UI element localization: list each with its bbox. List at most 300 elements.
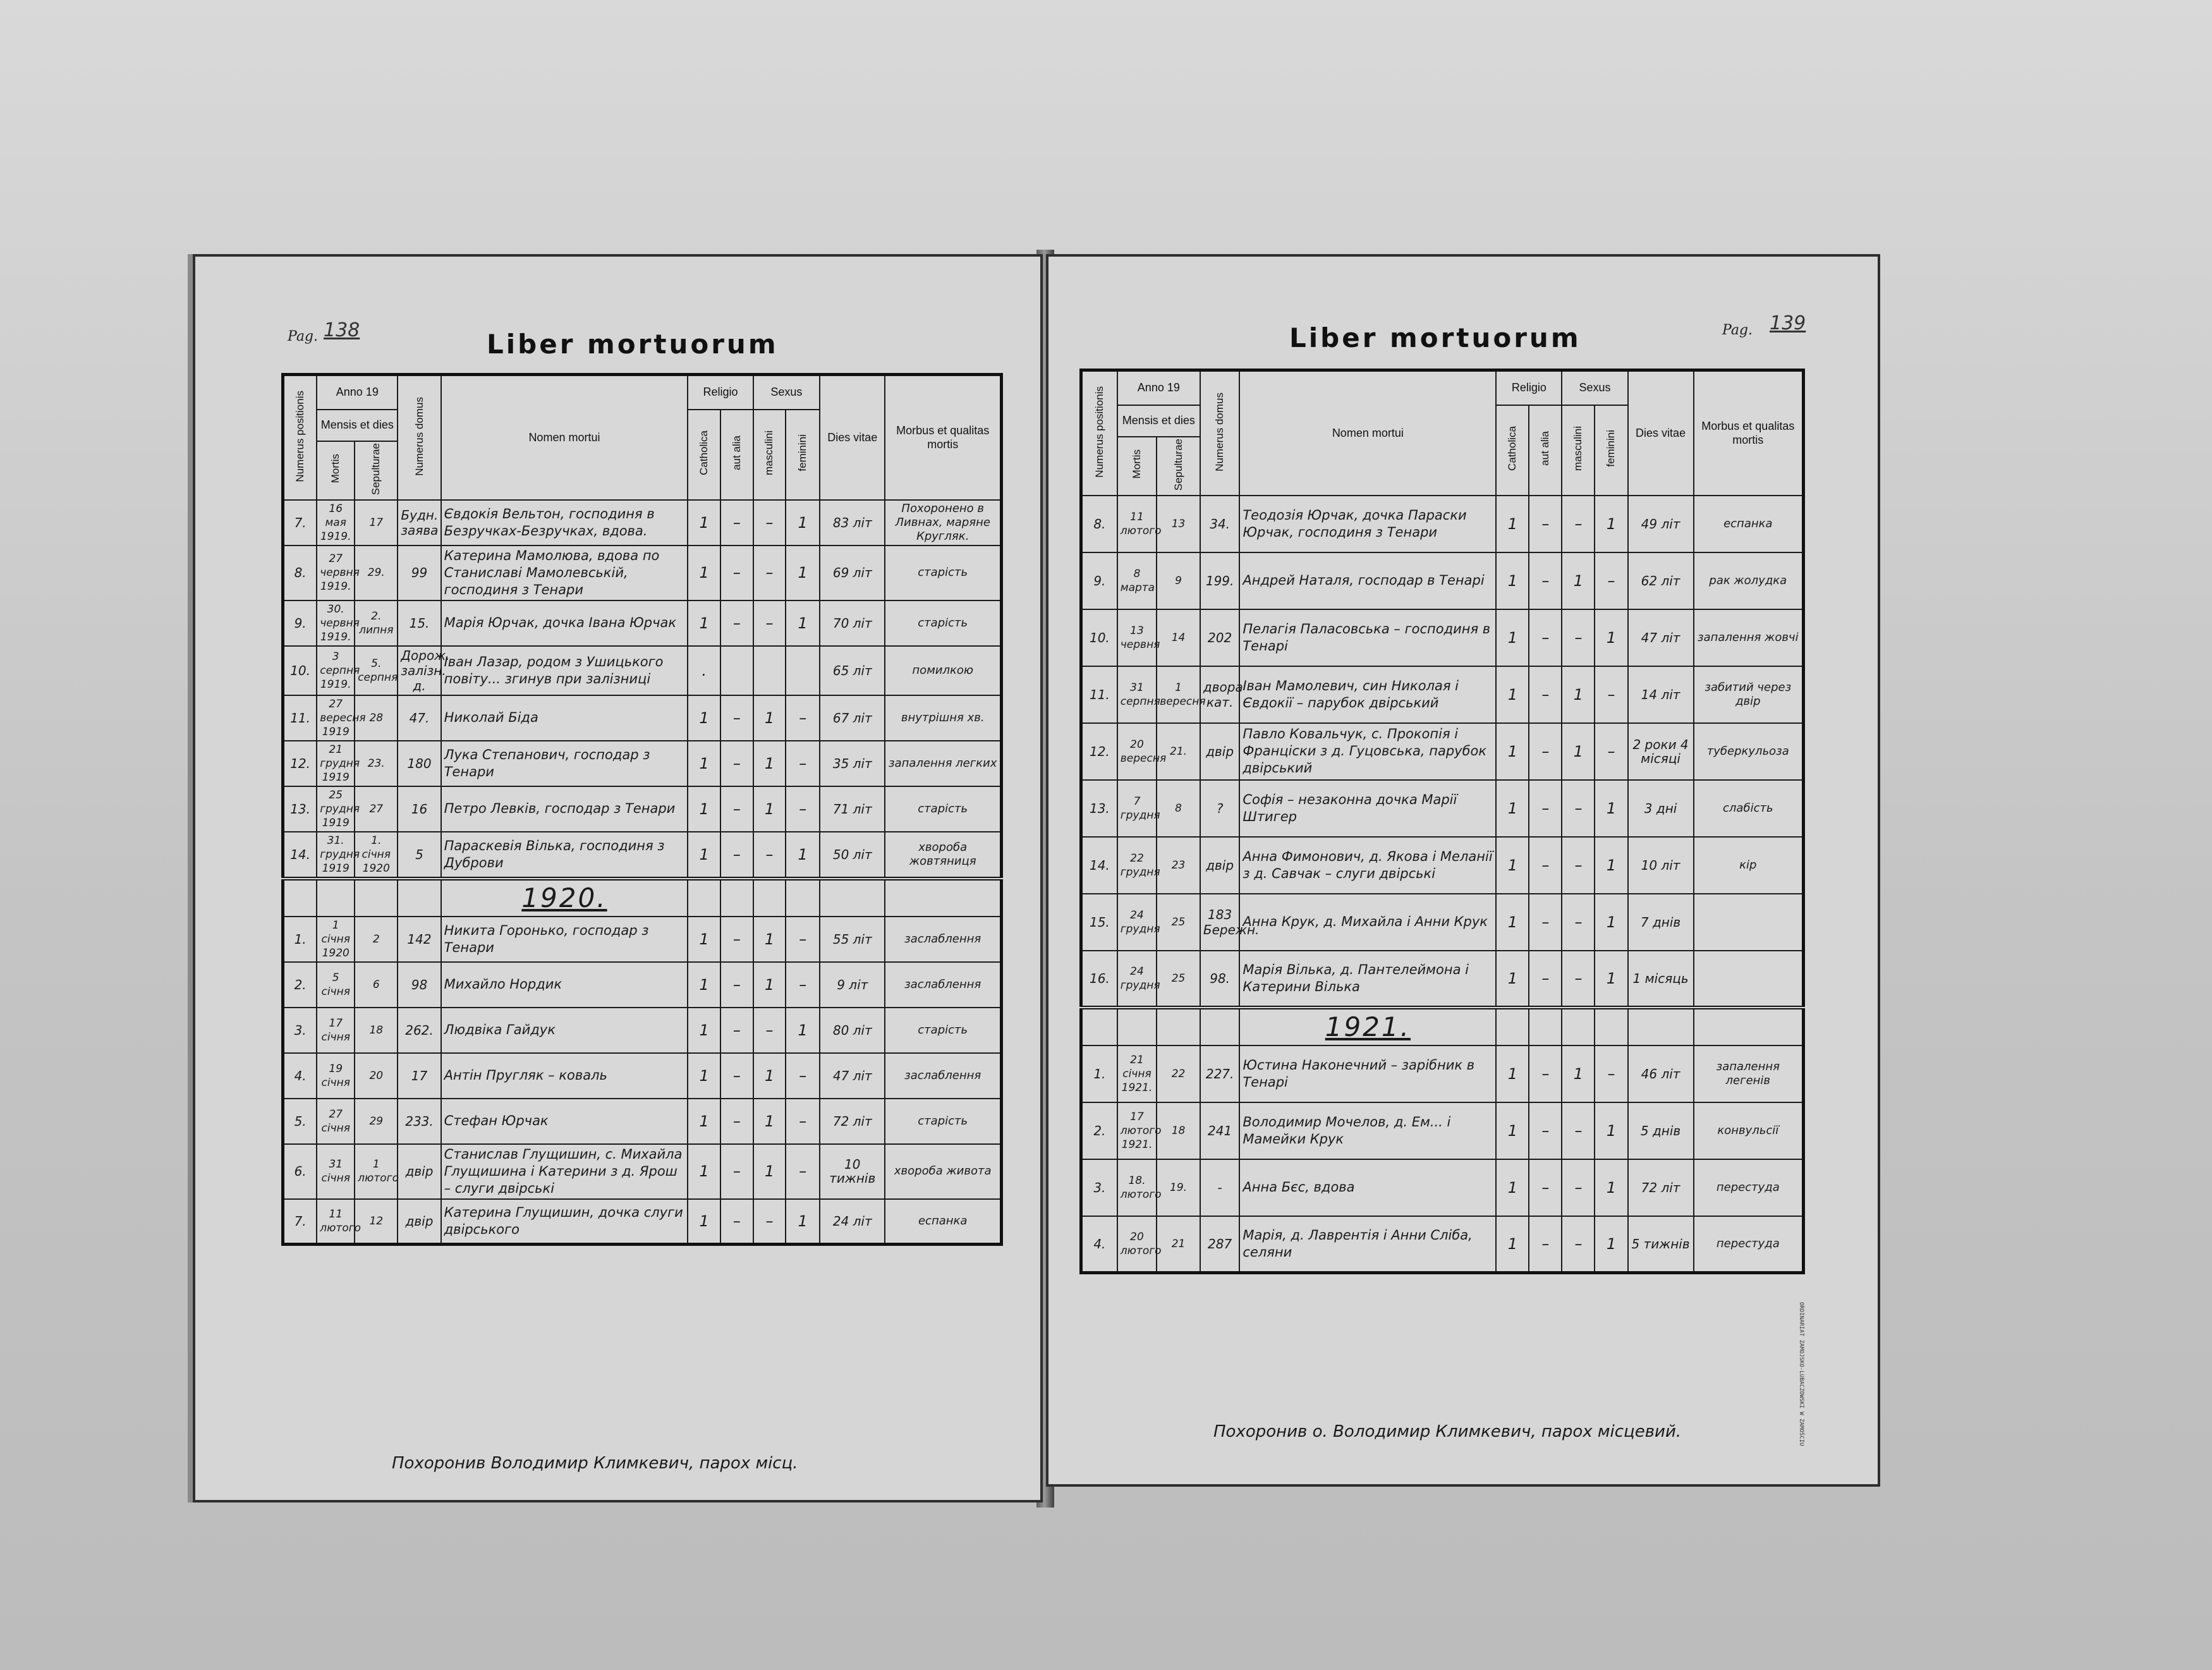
cell-masc: 1 xyxy=(753,962,786,1008)
table-row xyxy=(1081,723,1804,780)
cell-mortis: 27 червня 1919. xyxy=(317,545,355,600)
cell-domus: 142 xyxy=(398,917,441,962)
cell-morbus: туберкульоза xyxy=(1694,723,1804,780)
table-row xyxy=(1081,609,1804,666)
hdr-mortis: Mortis xyxy=(329,454,342,484)
cell-fem: – xyxy=(786,741,820,786)
cell-masc: 1 xyxy=(753,1144,786,1199)
table-row xyxy=(283,695,1002,741)
cell-fem: – xyxy=(786,962,820,1008)
cell-name: Анна Фимонович, д. Якова і Меланії з д. Савчак – слуги двірські xyxy=(1239,837,1496,894)
cell-fem: 1 xyxy=(786,1199,820,1245)
cell-domus: 227. xyxy=(1200,1045,1239,1102)
cell-sep: 23 xyxy=(1157,837,1200,894)
hdr-mensis-et-dies-r: Mensis et dies xyxy=(1117,405,1200,437)
cell-domus: 17 xyxy=(398,1053,441,1099)
cell-mortis: 17 лютого 1921. xyxy=(1117,1102,1157,1159)
cell-cath: 1 xyxy=(1496,951,1529,1008)
cell-morbus xyxy=(1694,951,1804,1008)
cell-mortis: 21 грудня 1919 xyxy=(317,741,355,786)
cell-domus: 233. xyxy=(398,1099,441,1144)
cell-sep: 25 xyxy=(1157,951,1200,1008)
cell-cath: 1 xyxy=(688,600,720,646)
cell-name: Юстина Наконечний – зарібник в Тенарі xyxy=(1239,1045,1496,1102)
table-row xyxy=(1081,666,1804,723)
cell-name: Михайло Нордик xyxy=(441,962,688,1008)
cell-sep: 18 xyxy=(1157,1102,1200,1159)
cell-mortis: 22 грудня xyxy=(1117,837,1157,894)
cell-no: 10. xyxy=(283,646,317,695)
cell-cath: 1 xyxy=(1496,1216,1529,1273)
hdr-dies-vitae: Dies vitae xyxy=(820,375,885,500)
year-heading: 1921. xyxy=(1325,1011,1411,1043)
cell-fem: – xyxy=(1595,1045,1627,1102)
cell-cath: 1 xyxy=(688,1199,720,1245)
cell-cath: 1 xyxy=(1496,723,1529,780)
cell-cath: 1 xyxy=(688,545,720,600)
cell-no: 4. xyxy=(1081,1216,1117,1273)
cell-sep: 21. xyxy=(1157,723,1200,780)
cell-no: 5. xyxy=(283,1099,317,1144)
cell-fem: – xyxy=(786,917,820,962)
table-row xyxy=(1081,1216,1804,1273)
cell-name: Євдокія Вельтон, господиня в Безручках-Безручках, вдова. xyxy=(441,500,688,545)
cell-dies: 62 літ xyxy=(1628,552,1694,609)
hdr-nomen-mortui-r: Nomen mortui xyxy=(1239,370,1496,496)
table-row xyxy=(283,741,1002,786)
cell-no: 13. xyxy=(283,786,317,832)
cell-mortis: 18. лютого xyxy=(1117,1159,1157,1216)
cell-domus: двір xyxy=(1200,723,1239,780)
cell-alia: – xyxy=(720,962,753,1008)
table-row xyxy=(283,1053,1002,1099)
cell-alia: – xyxy=(1529,1045,1562,1102)
cell-masc: 1 xyxy=(753,917,786,962)
cell-alia: – xyxy=(720,786,753,832)
cell-name: Павло Ковальчук, с. Прокопія і Франціски з д. Гуцовська, парубок двірський xyxy=(1239,723,1496,780)
table-row xyxy=(283,917,1002,962)
footer-note-right: Похоронив о. Володимир Климкевич, парох місцевий. xyxy=(1213,1422,1682,1441)
cell-dies: 69 літ xyxy=(820,545,885,600)
table-row xyxy=(1081,837,1804,894)
book-title-right: Liber mortuorum xyxy=(1289,322,1581,353)
cell-name: Софія – незаконна дочка Марії Штигер xyxy=(1239,780,1496,837)
cell-fem: 1 xyxy=(1595,894,1627,951)
cell-cath: 1 xyxy=(1496,837,1529,894)
cell-fem: – xyxy=(1595,723,1627,780)
cell-cath: 1 xyxy=(1496,1045,1529,1102)
cell-fem: 1 xyxy=(1595,951,1627,1008)
cell-no: 3. xyxy=(1081,1159,1117,1216)
cell-masc: 1 xyxy=(753,786,786,832)
hdr-aut-alia-r: aut alia xyxy=(1539,431,1552,466)
cell-domus: 34. xyxy=(1200,496,1239,552)
cell-domus: 287 xyxy=(1200,1216,1239,1273)
cell-dies: 14 літ xyxy=(1628,666,1694,723)
cell-morbus: перестуда xyxy=(1694,1159,1804,1216)
cell-cath: 1 xyxy=(1496,666,1529,723)
cell-cath: 1 xyxy=(688,1008,720,1053)
cell-dies: 1 місяць xyxy=(1628,951,1694,1008)
hdr-catholica-r: Catholica xyxy=(1506,426,1519,472)
cell-no: 11. xyxy=(1081,666,1117,723)
cell-mortis: 21 січня 1921. xyxy=(1117,1045,1157,1102)
cell-no: 8. xyxy=(1081,496,1117,552)
cell-no: 2. xyxy=(283,962,317,1008)
pag-label-left: Pag. xyxy=(288,329,319,344)
cell-morbus: кір xyxy=(1694,837,1804,894)
cell-dies: 80 літ xyxy=(820,1008,885,1053)
cell-no: 14. xyxy=(1081,837,1117,894)
cell-fem: 1 xyxy=(1595,837,1627,894)
cell-domus: ? xyxy=(1200,780,1239,837)
cell-domus: 47. xyxy=(398,695,441,741)
cell-alia: – xyxy=(720,1099,753,1144)
cell-masc: 1 xyxy=(753,695,786,741)
cell-alia: – xyxy=(720,832,753,879)
cell-dies: 47 літ xyxy=(820,1053,885,1099)
book-title-left: Liber mortuorum xyxy=(487,329,779,360)
cell-domus: 202 xyxy=(1200,609,1239,666)
cell-name: Станислав Глущишин, с. Михайла Глущишина і Катерини з д. Ярош – слуги двірські xyxy=(441,1144,688,1199)
cell-domus: 98 xyxy=(398,962,441,1008)
cell-masc: 1 xyxy=(1562,552,1595,609)
table-row xyxy=(1081,951,1804,1008)
cell-mortis: 31 січня xyxy=(317,1144,355,1199)
cell-sep: 19. xyxy=(1157,1159,1200,1216)
cell-mortis: 30. червня 1919. xyxy=(317,600,355,646)
cell-mortis: 27 вересня 1919 xyxy=(317,695,355,741)
cell-dies: 83 літ xyxy=(820,500,885,545)
cell-sep: 20 xyxy=(355,1053,398,1099)
cell-mortis: 24 грудня xyxy=(1117,951,1157,1008)
table-row xyxy=(283,1144,1002,1199)
cell-morbus: Похоронено в Ливнах, маряне Кругляк. xyxy=(885,500,1001,545)
cell-name: Андрей Наталя, господар в Тенарі xyxy=(1239,552,1496,609)
cell-morbus: перестуда xyxy=(1694,1216,1804,1273)
cell-fem: 1 xyxy=(786,600,820,646)
hdr-morbus: Morbus et qualitas mortis xyxy=(885,375,1001,500)
cell-no: 13. xyxy=(1081,780,1117,837)
cell-fem: – xyxy=(786,786,820,832)
hdr-dies-vitae-r: Dies vitae xyxy=(1628,370,1694,496)
cell-no: 14. xyxy=(283,832,317,879)
cell-masc: – xyxy=(753,545,786,600)
hdr-numerus-positionis: Numerus positionis xyxy=(294,390,307,482)
cell-domus: 98. xyxy=(1200,951,1239,1008)
cell-dies: 5 тижнів xyxy=(1628,1216,1694,1273)
cell-dies: 71 літ xyxy=(820,786,885,832)
cell-dies: 9 літ xyxy=(820,962,885,1008)
side-stamp: ORDINARIAT ZAMOJSKO-LUBACZOWSKI W ZAMOŚCIU xyxy=(1798,1302,1804,1446)
cell-dies: 50 літ xyxy=(820,832,885,879)
cell-mortis: 20 лютого xyxy=(1117,1216,1157,1273)
hdr-masculini: masculini xyxy=(763,430,775,476)
cell-dies: 49 літ xyxy=(1628,496,1694,552)
cell-sep: 29. xyxy=(355,545,398,600)
cell-morbus: хвороба живота xyxy=(885,1144,1001,1199)
table-row xyxy=(283,786,1002,832)
hdr-aut-alia: aut alia xyxy=(730,436,743,471)
cell-fem: – xyxy=(1595,552,1627,609)
cell-no: 15. xyxy=(1081,894,1117,951)
cell-cath: 1 xyxy=(688,695,720,741)
cell-fem: – xyxy=(786,1099,820,1144)
cell-mortis: 16 мая 1919. xyxy=(317,500,355,545)
cell-name: Марія, д. Лаврентія і Анни Сліба, селяни xyxy=(1239,1216,1496,1273)
cell-domus: Дорож. залізн. д. xyxy=(398,646,441,695)
cell-mortis: 20 вересня xyxy=(1117,723,1157,780)
cell-alia: – xyxy=(1529,837,1562,894)
cell-fem: 1 xyxy=(1595,496,1627,552)
cell-masc: – xyxy=(1562,951,1595,1008)
cell-mortis: 3 серпня 1919. xyxy=(317,646,355,695)
cell-fem: 1 xyxy=(1595,1216,1627,1273)
cell-dies: 2 роки 4 місяці xyxy=(1628,723,1694,780)
table-row xyxy=(1081,496,1804,552)
year-heading: 1920. xyxy=(521,882,607,914)
cell-cath: 1 xyxy=(688,786,720,832)
cell-dies: 7 днів xyxy=(1628,894,1694,951)
cell-name: Петро Левків, господар з Тенари xyxy=(441,786,688,832)
hdr-numerus-domus: Numerus domus xyxy=(413,396,425,476)
cell-no: 8. xyxy=(283,545,317,600)
cell-alia: – xyxy=(720,917,753,962)
cell-masc: 1 xyxy=(753,1099,786,1144)
table-row xyxy=(1081,1159,1804,1216)
cell-mortis: 19 січня xyxy=(317,1053,355,1099)
cell-fem: 1 xyxy=(1595,609,1627,666)
table-row xyxy=(283,1099,1002,1144)
cell-no: 6. xyxy=(283,1144,317,1199)
cell-domus: двір xyxy=(398,1199,441,1245)
cell-cath: 1 xyxy=(688,917,720,962)
cell-fem: – xyxy=(1595,666,1627,723)
cell-cath: 1 xyxy=(1496,780,1529,837)
cell-alia: – xyxy=(1529,780,1562,837)
hdr-religio: Religio xyxy=(688,375,753,410)
cell-sep: 1 лютого xyxy=(355,1144,398,1199)
cell-no: 9. xyxy=(1081,552,1117,609)
hdr-morbus-r: Morbus et qualitas mortis xyxy=(1694,370,1804,496)
cell-domus: 16 xyxy=(398,786,441,832)
cell-fem: – xyxy=(786,1053,820,1099)
cell-dies: 70 літ xyxy=(820,600,885,646)
page-number-right: 139 xyxy=(1770,312,1806,334)
cell-alia: – xyxy=(720,1199,753,1245)
cell-morbus: запалення жовчі xyxy=(1694,609,1804,666)
register-table-left xyxy=(281,373,1003,1246)
cell-alia: – xyxy=(720,1144,753,1199)
cell-morbus: старість xyxy=(885,786,1001,832)
cell-no: 1. xyxy=(1081,1045,1117,1102)
cell-name: Никита Горонько, господар з Тенари xyxy=(441,917,688,962)
cell-sep: 25 xyxy=(1157,894,1200,951)
cell-sep: 21 xyxy=(1157,1216,1200,1273)
cell-no: 3. xyxy=(283,1008,317,1053)
cell-morbus: заслаблення xyxy=(885,1053,1001,1099)
cell-alia: – xyxy=(1529,723,1562,780)
cell-mortis: 31. грудня 1919 xyxy=(317,832,355,879)
cell-masc: – xyxy=(1562,1216,1595,1273)
cell-cath: 1 xyxy=(688,1099,720,1144)
cell-cath: 1 xyxy=(1496,496,1529,552)
cell-sep: 5. серпня xyxy=(355,646,398,695)
cell-domus: 15. xyxy=(398,600,441,646)
cell-alia: – xyxy=(1529,552,1562,609)
cell-name: Марія Юрчак, дочка Івана Юрчак xyxy=(441,600,688,646)
cell-dies: 46 літ xyxy=(1628,1045,1694,1102)
cell-no: 4. xyxy=(283,1053,317,1099)
cell-no: 1. xyxy=(283,917,317,962)
cell-morbus: еспанка xyxy=(885,1199,1001,1245)
hdr-mortis-r: Mortis xyxy=(1130,449,1143,479)
cell-dies: 72 літ xyxy=(820,1099,885,1144)
cell-mortis: 13 червня xyxy=(1117,609,1157,666)
cell-cath: 1 xyxy=(1496,609,1529,666)
cell-name: Катерина Мамолюва, вдова по Станиславі Мамолевській, господиня з Тенари xyxy=(441,545,688,600)
cell-masc: – xyxy=(1562,496,1595,552)
cell-dies: 5 днів xyxy=(1628,1102,1694,1159)
table-row xyxy=(1081,780,1804,837)
hdr-numerus-positionis-r: Numerus positionis xyxy=(1093,386,1105,478)
cell-morbus: старість xyxy=(885,1099,1001,1144)
cell-domus: 5 xyxy=(398,832,441,879)
cell-sep: 27 xyxy=(355,786,398,832)
table-row xyxy=(283,600,1002,646)
table-row xyxy=(1081,894,1804,951)
cell-cath: 1 xyxy=(1496,1102,1529,1159)
table-row xyxy=(1081,1102,1804,1159)
cell-no: 2. xyxy=(1081,1102,1117,1159)
table-row xyxy=(1081,1045,1804,1102)
table-row xyxy=(283,1199,1002,1245)
table-row xyxy=(1081,552,1804,609)
cell-name: Антін Пругляк – коваль xyxy=(441,1053,688,1099)
hdr-sepulturae-r: Sepulturae xyxy=(1172,438,1184,491)
cell-domus: 199. xyxy=(1200,552,1239,609)
hdr-numerus-domus-r: Numerus domus xyxy=(1213,392,1226,472)
cell-masc xyxy=(753,646,786,695)
cell-mortis: 11 лютого xyxy=(1117,496,1157,552)
cell-mortis: 8 марта xyxy=(1117,552,1157,609)
cell-sep: 9 xyxy=(1157,552,1200,609)
cell-mortis: 11 лютого xyxy=(317,1199,355,1245)
cell-domus: двора кат. xyxy=(1200,666,1239,723)
cell-morbus xyxy=(1694,894,1804,951)
cell-mortis: 7 грудня xyxy=(1117,780,1157,837)
hdr-feminini-r: feminini xyxy=(1605,430,1617,467)
cell-cath: 1 xyxy=(688,741,720,786)
cell-dies: 24 літ xyxy=(820,1199,885,1245)
cell-fem xyxy=(786,646,820,695)
cell-name: Параскевія Вілька, господиня з Дуброви xyxy=(441,832,688,879)
cell-fem: 1 xyxy=(1595,1159,1627,1216)
cell-fem: 1 xyxy=(1595,780,1627,837)
cell-no: 11. xyxy=(283,695,317,741)
hdr-sexus: Sexus xyxy=(753,375,820,410)
footer-note-left: Похоронив Володимир Климкевич, парох місц. xyxy=(392,1454,798,1473)
cell-domus: 241 xyxy=(1200,1102,1239,1159)
cell-alia: – xyxy=(720,545,753,600)
cell-mortis: 1 січня 1920 xyxy=(317,917,355,962)
hdr-masculini-r: masculini xyxy=(1572,426,1584,472)
cell-name: Іван Мамолевич, син Николая і Євдокії – парубок двірський xyxy=(1239,666,1496,723)
cell-alia: – xyxy=(720,1008,753,1053)
cell-name: Марія Вілька, д. Пантелеймона і Катерини Вілька xyxy=(1239,951,1496,1008)
cell-alia: – xyxy=(1529,666,1562,723)
cell-sep: 2 xyxy=(355,917,398,962)
cell-masc: 1 xyxy=(753,741,786,786)
cell-sep: 17 xyxy=(355,500,398,545)
table-row xyxy=(283,1008,1002,1053)
cell-name: Анна Бєс, вдова xyxy=(1239,1159,1496,1216)
cell-no: 12. xyxy=(1081,723,1117,780)
cell-morbus: старість xyxy=(885,600,1001,646)
cell-fem: – xyxy=(786,1144,820,1199)
cell-morbus: еспанка xyxy=(1694,496,1804,552)
cell-dies: 35 літ xyxy=(820,741,885,786)
year-divider-row xyxy=(283,879,1002,917)
cell-morbus: запалення легких xyxy=(885,741,1001,786)
cell-mortis: 31 серпня xyxy=(1117,666,1157,723)
cell-no: 16. xyxy=(1081,951,1117,1008)
cell-dies: 67 літ xyxy=(820,695,885,741)
cell-domus: двір xyxy=(1200,837,1239,894)
hdr-religio-r: Religio xyxy=(1496,370,1562,405)
cell-alia: – xyxy=(1529,1102,1562,1159)
cell-morbus: заслаблення xyxy=(885,962,1001,1008)
cell-alia: – xyxy=(720,600,753,646)
cell-alia: – xyxy=(720,500,753,545)
hdr-anno: Anno 19 xyxy=(317,375,398,410)
cell-domus: 180 xyxy=(398,741,441,786)
cell-sep: 8 xyxy=(1157,780,1200,837)
cell-name: Катерина Глущишин, дочка слуги двірського xyxy=(441,1199,688,1245)
cell-name: Іван Лазар, родом з Ушицького повіту... згинув при залізниці xyxy=(441,646,688,695)
cell-fem: 1 xyxy=(786,500,820,545)
cell-cath: . xyxy=(688,646,720,695)
cell-domus: двір xyxy=(398,1144,441,1199)
cell-no: 12. xyxy=(283,741,317,786)
cell-alia: – xyxy=(1529,951,1562,1008)
cell-fem: 1 xyxy=(1595,1102,1627,1159)
cell-morbus: хвороба жовтяниця xyxy=(885,832,1001,879)
cell-sep: 22 xyxy=(1157,1045,1200,1102)
cell-sep: 1 вересня xyxy=(1157,666,1200,723)
cell-fem: 1 xyxy=(786,545,820,600)
cell-morbus: рак жолудка xyxy=(1694,552,1804,609)
cell-masc: – xyxy=(1562,609,1595,666)
cell-mortis: 27 січня xyxy=(317,1099,355,1144)
cell-fem: 1 xyxy=(786,832,820,879)
cell-cath: 1 xyxy=(1496,552,1529,609)
hdr-sepulturae: Sepulturae xyxy=(370,442,382,495)
cell-dies: 10 літ xyxy=(1628,837,1694,894)
cell-alia: – xyxy=(1529,609,1562,666)
cell-morbus: старість xyxy=(885,545,1001,600)
cell-morbus: старість xyxy=(885,1008,1001,1053)
cell-name: Володимир Мочелов, д. Ем... і Мамейки Крук xyxy=(1239,1102,1496,1159)
cell-morbus: заслаблення xyxy=(885,917,1001,962)
cell-cath: 1 xyxy=(1496,894,1529,951)
cell-masc: – xyxy=(753,1199,786,1245)
cell-sep: 29 xyxy=(355,1099,398,1144)
cell-alia: – xyxy=(720,695,753,741)
cell-fem: – xyxy=(786,695,820,741)
cell-masc: – xyxy=(753,600,786,646)
cell-dies: 3 дні xyxy=(1628,780,1694,837)
